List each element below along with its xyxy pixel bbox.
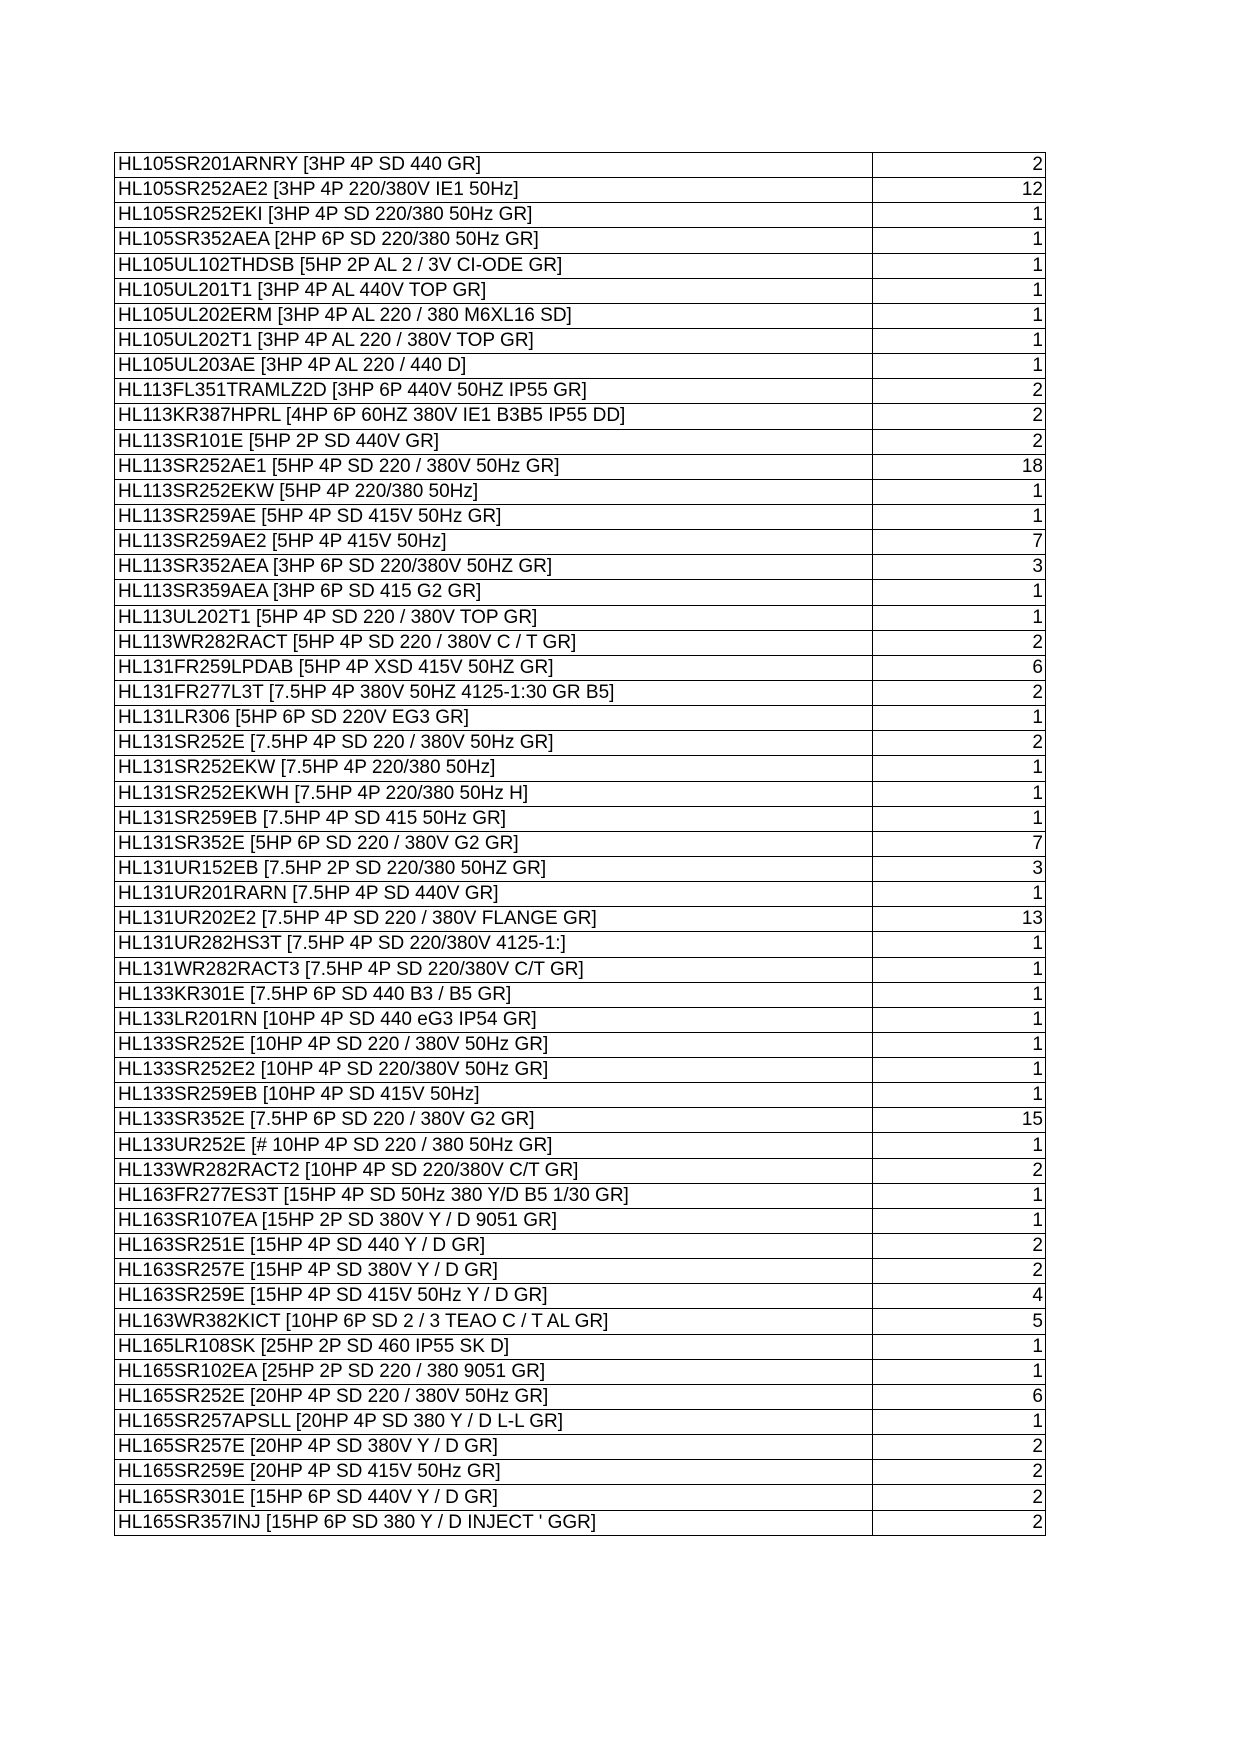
quantity-cell: 15 <box>873 1108 1046 1133</box>
product-description-cell: HL133KR301E [7.5HP 6P SD 440 B3 / B5 GR] <box>115 982 873 1007</box>
product-description-cell: HL131FR277L3T [7.5HP 4P 380V 50HZ 4125-1:30 GR B5] <box>115 680 873 705</box>
product-description-cell: HL105UL102THDSB [5HP 2P AL 2 / 3V CI-ODE GR] <box>115 253 873 278</box>
quantity-cell: 6 <box>873 1384 1046 1409</box>
table-row <box>115 429 1046 454</box>
product-description-cell: HL131UR282HS3T [7.5HP 4P SD 220/380V 4125-1:] <box>115 932 873 957</box>
product-description-cell: HL133SR259EB [10HP 4P SD 415V 50Hz] <box>115 1083 873 1108</box>
quantity-cell: 3 <box>873 856 1046 881</box>
table-row <box>115 530 1046 555</box>
quantity-cell: 1 <box>873 303 1046 328</box>
product-description-cell: HL105UL201T1 [3HP 4P AL 440V TOP GR] <box>115 278 873 303</box>
table-row <box>115 1485 1046 1510</box>
quantity-cell: 18 <box>873 454 1046 479</box>
quantity-cell: 1 <box>873 203 1046 228</box>
product-description-cell: HL113WR282RACT [5HP 4P SD 220 / 380V C / T GR] <box>115 630 873 655</box>
quantity-cell: 2 <box>873 1158 1046 1183</box>
table-row <box>115 1158 1046 1183</box>
table-row <box>115 1435 1046 1460</box>
quantity-cell: 1 <box>873 1032 1046 1057</box>
quantity-cell: 1 <box>873 706 1046 731</box>
table-row <box>115 1234 1046 1259</box>
product-description-cell: HL113SR252EKW [5HP 4P 220/380 50Hz] <box>115 479 873 504</box>
quantity-cell: 2 <box>873 1485 1046 1510</box>
table-row <box>115 756 1046 781</box>
quantity-cell: 4 <box>873 1284 1046 1309</box>
quantity-cell: 1 <box>873 1007 1046 1032</box>
product-description-cell: HL113SR259AE [5HP 4P SD 415V 50Hz GR] <box>115 504 873 529</box>
quantity-cell: 1 <box>873 253 1046 278</box>
table-row <box>115 1007 1046 1032</box>
quantity-cell: 13 <box>873 907 1046 932</box>
table-row <box>115 1359 1046 1384</box>
table-row <box>115 354 1046 379</box>
table-row <box>115 1309 1046 1334</box>
product-description-cell: HL105SR252AE2 [3HP 4P 220/380V IE1 50Hz] <box>115 178 873 203</box>
table-row <box>115 1460 1046 1485</box>
product-description-cell: HL165SR259E [20HP 4P SD 415V 50Hz GR] <box>115 1460 873 1485</box>
product-description-cell: HL163WR382KICT [10HP 6P SD 2 / 3 TEAO C / T AL GR] <box>115 1309 873 1334</box>
quantity-cell: 2 <box>873 1259 1046 1284</box>
table-row <box>115 328 1046 353</box>
product-description-cell: HL133SR252E [10HP 4P SD 220 / 380V 50Hz GR] <box>115 1032 873 1057</box>
inventory-table-body <box>115 153 1046 1536</box>
product-description-cell: HL113SR359AEA [3HP 6P SD 415 G2 GR] <box>115 580 873 605</box>
inventory-table <box>114 152 1046 1536</box>
quantity-cell: 7 <box>873 831 1046 856</box>
quantity-cell: 2 <box>873 429 1046 454</box>
product-description-cell: HL131UR201RARN [7.5HP 4P SD 440V GR] <box>115 882 873 907</box>
table-row <box>115 957 1046 982</box>
table-row <box>115 907 1046 932</box>
product-description-cell: HL163SR251E [15HP 4P SD 440 Y / D GR] <box>115 1234 873 1259</box>
quantity-cell: 1 <box>873 781 1046 806</box>
table-row <box>115 454 1046 479</box>
product-description-cell: HL105SR201ARNRY [3HP 4P SD 440 GR] <box>115 153 873 178</box>
product-description-cell: HL113SR252AE1 [5HP 4P SD 220 / 380V 50Hz GR] <box>115 454 873 479</box>
quantity-cell: 2 <box>873 1435 1046 1460</box>
table-row <box>115 856 1046 881</box>
table-row <box>115 806 1046 831</box>
quantity-cell: 1 <box>873 278 1046 303</box>
table-row <box>115 278 1046 303</box>
quantity-cell: 1 <box>873 957 1046 982</box>
table-row <box>115 580 1046 605</box>
quantity-cell: 1 <box>873 328 1046 353</box>
quantity-cell: 2 <box>873 153 1046 178</box>
product-description-cell: HL165SR357INJ [15HP 6P SD 380 Y / D INJECT ' GGR] <box>115 1510 873 1535</box>
product-description-cell: HL131FR259LPDAB [5HP 4P XSD 415V 50HZ GR] <box>115 655 873 680</box>
table-row <box>115 1133 1046 1158</box>
table-row <box>115 479 1046 504</box>
product-description-cell: HL165SR102EA [25HP 2P SD 220 / 380 9051 GR] <box>115 1359 873 1384</box>
quantity-cell: 1 <box>873 1334 1046 1359</box>
product-description-cell: HL165LR108SK [25HP 2P SD 460 IP55 SK D] <box>115 1334 873 1359</box>
quantity-cell: 2 <box>873 404 1046 429</box>
product-description-cell: HL133SR252E2 [10HP 4P SD 220/380V 50Hz GR] <box>115 1058 873 1083</box>
quantity-cell: 1 <box>873 1359 1046 1384</box>
product-description-cell: HL165SR252E [20HP 4P SD 220 / 380V 50Hz GR] <box>115 1384 873 1409</box>
quantity-cell: 5 <box>873 1309 1046 1334</box>
quantity-cell: 2 <box>873 731 1046 756</box>
quantity-cell: 6 <box>873 655 1046 680</box>
table-row <box>115 379 1046 404</box>
product-description-cell: HL131UR202E2 [7.5HP 4P SD 220 / 380V FLANGE GR] <box>115 907 873 932</box>
quantity-cell: 1 <box>873 479 1046 504</box>
quantity-cell: 3 <box>873 555 1046 580</box>
table-row <box>115 555 1046 580</box>
quantity-cell: 2 <box>873 630 1046 655</box>
quantity-cell: 1 <box>873 354 1046 379</box>
product-description-cell: HL163SR259E [15HP 4P SD 415V 50Hz Y / D GR] <box>115 1284 873 1309</box>
table-row <box>115 303 1046 328</box>
table-row <box>115 404 1046 429</box>
quantity-cell: 1 <box>873 504 1046 529</box>
product-description-cell: HL105SR252EKI [3HP 4P SD 220/380 50Hz GR] <box>115 203 873 228</box>
table-row <box>115 153 1046 178</box>
table-row <box>115 706 1046 731</box>
product-description-cell: HL131SR352E [5HP 6P SD 220 / 380V G2 GR] <box>115 831 873 856</box>
table-row <box>115 203 1046 228</box>
quantity-cell: 12 <box>873 178 1046 203</box>
table-row <box>115 1334 1046 1359</box>
product-description-cell: HL105UL202T1 [3HP 4P AL 220 / 380V TOP GR] <box>115 328 873 353</box>
quantity-cell: 1 <box>873 605 1046 630</box>
product-description-cell: HL105UL203AE [3HP 4P AL 220 / 440 D] <box>115 354 873 379</box>
quantity-cell: 2 <box>873 1234 1046 1259</box>
table-row <box>115 1208 1046 1233</box>
product-description-cell: HL165SR257APSLL [20HP 4P SD 380 Y / D L-L GR] <box>115 1410 873 1435</box>
product-description-cell: HL113SR352AEA [3HP 6P SD 220/380V 50HZ GR] <box>115 555 873 580</box>
quantity-cell: 2 <box>873 680 1046 705</box>
quantity-cell: 1 <box>873 1208 1046 1233</box>
quantity-cell: 1 <box>873 1083 1046 1108</box>
quantity-cell: 1 <box>873 1410 1046 1435</box>
quantity-cell: 7 <box>873 530 1046 555</box>
table-row <box>115 781 1046 806</box>
table-row <box>115 655 1046 680</box>
table-row <box>115 605 1046 630</box>
table-row <box>115 831 1046 856</box>
product-description-cell: HL131SR252EKW [7.5HP 4P 220/380 50Hz] <box>115 756 873 781</box>
product-description-cell: HL113KR387HPRL [4HP 6P 60HZ 380V IE1 B3B5 IP55 DD] <box>115 404 873 429</box>
table-row <box>115 1259 1046 1284</box>
quantity-cell: 1 <box>873 1183 1046 1208</box>
quantity-cell: 1 <box>873 756 1046 781</box>
quantity-cell: 2 <box>873 379 1046 404</box>
table-row <box>115 1058 1046 1083</box>
quantity-cell: 1 <box>873 1058 1046 1083</box>
product-description-cell: HL113SR101E [5HP 2P SD 440V GR] <box>115 429 873 454</box>
product-description-cell: HL133UR252E [# 10HP 4P SD 220 / 380 50Hz GR] <box>115 1133 873 1158</box>
quantity-cell: 1 <box>873 1133 1046 1158</box>
product-description-cell: HL113FL351TRAMLZ2D [3HP 6P 440V 50HZ IP55 GR] <box>115 379 873 404</box>
product-description-cell: HL131SR252EKWH [7.5HP 4P 220/380 50Hz H] <box>115 781 873 806</box>
table-row <box>115 630 1046 655</box>
product-description-cell: HL105SR352AEA [2HP 6P SD 220/380 50Hz GR] <box>115 228 873 253</box>
table-row <box>115 253 1046 278</box>
product-description-cell: HL131SR252E [7.5HP 4P SD 220 / 380V 50Hz GR] <box>115 731 873 756</box>
table-row <box>115 680 1046 705</box>
quantity-cell: 2 <box>873 1510 1046 1535</box>
table-row <box>115 1108 1046 1133</box>
quantity-cell: 1 <box>873 932 1046 957</box>
table-row <box>115 1410 1046 1435</box>
table-row <box>115 1083 1046 1108</box>
product-description-cell: HL133LR201RN [10HP 4P SD 440 eG3 IP54 GR] <box>115 1007 873 1032</box>
table-row <box>115 1032 1046 1057</box>
product-description-cell: HL105UL202ERM [3HP 4P AL 220 / 380 M6XL16 SD] <box>115 303 873 328</box>
product-description-cell: HL131WR282RACT3 [7.5HP 4P SD 220/380V C/T GR] <box>115 957 873 982</box>
quantity-cell: 1 <box>873 882 1046 907</box>
product-description-cell: HL165SR257E [20HP 4P SD 380V Y / D GR] <box>115 1435 873 1460</box>
product-description-cell: HL131LR306 [5HP 6P SD 220V EG3 GR] <box>115 706 873 731</box>
table-row <box>115 504 1046 529</box>
table-row <box>115 1510 1046 1535</box>
table-row <box>115 1284 1046 1309</box>
product-description-cell: HL163SR107EA [15HP 2P SD 380V Y / D 9051 GR] <box>115 1208 873 1233</box>
product-description-cell: HL113UL202T1 [5HP 4P SD 220 / 380V TOP GR] <box>115 605 873 630</box>
table-row <box>115 731 1046 756</box>
product-description-cell: HL131SR259EB [7.5HP 4P SD 415 50Hz GR] <box>115 806 873 831</box>
table-row <box>115 882 1046 907</box>
table-row <box>115 1384 1046 1409</box>
table-row <box>115 178 1046 203</box>
quantity-cell: 1 <box>873 806 1046 831</box>
table-row <box>115 1183 1046 1208</box>
product-description-cell: HL133WR282RACT2 [10HP 4P SD 220/380V C/T GR] <box>115 1158 873 1183</box>
table-row <box>115 228 1046 253</box>
product-description-cell: HL113SR259AE2 [5HP 4P 415V 50Hz] <box>115 530 873 555</box>
product-description-cell: HL165SR301E [15HP 6P SD 440V Y / D GR] <box>115 1485 873 1510</box>
quantity-cell: 2 <box>873 1460 1046 1485</box>
product-description-cell: HL133SR352E [7.5HP 6P SD 220 / 380V G2 GR] <box>115 1108 873 1133</box>
table-row <box>115 982 1046 1007</box>
table-row <box>115 932 1046 957</box>
quantity-cell: 1 <box>873 228 1046 253</box>
product-description-cell: HL163FR277ES3T [15HP 4P SD 50Hz 380 Y/D B5 1/30 GR] <box>115 1183 873 1208</box>
product-description-cell: HL163SR257E [15HP 4P SD 380V Y / D GR] <box>115 1259 873 1284</box>
product-description-cell: HL131UR152EB [7.5HP 2P SD 220/380 50HZ GR] <box>115 856 873 881</box>
quantity-cell: 1 <box>873 982 1046 1007</box>
quantity-cell: 1 <box>873 580 1046 605</box>
